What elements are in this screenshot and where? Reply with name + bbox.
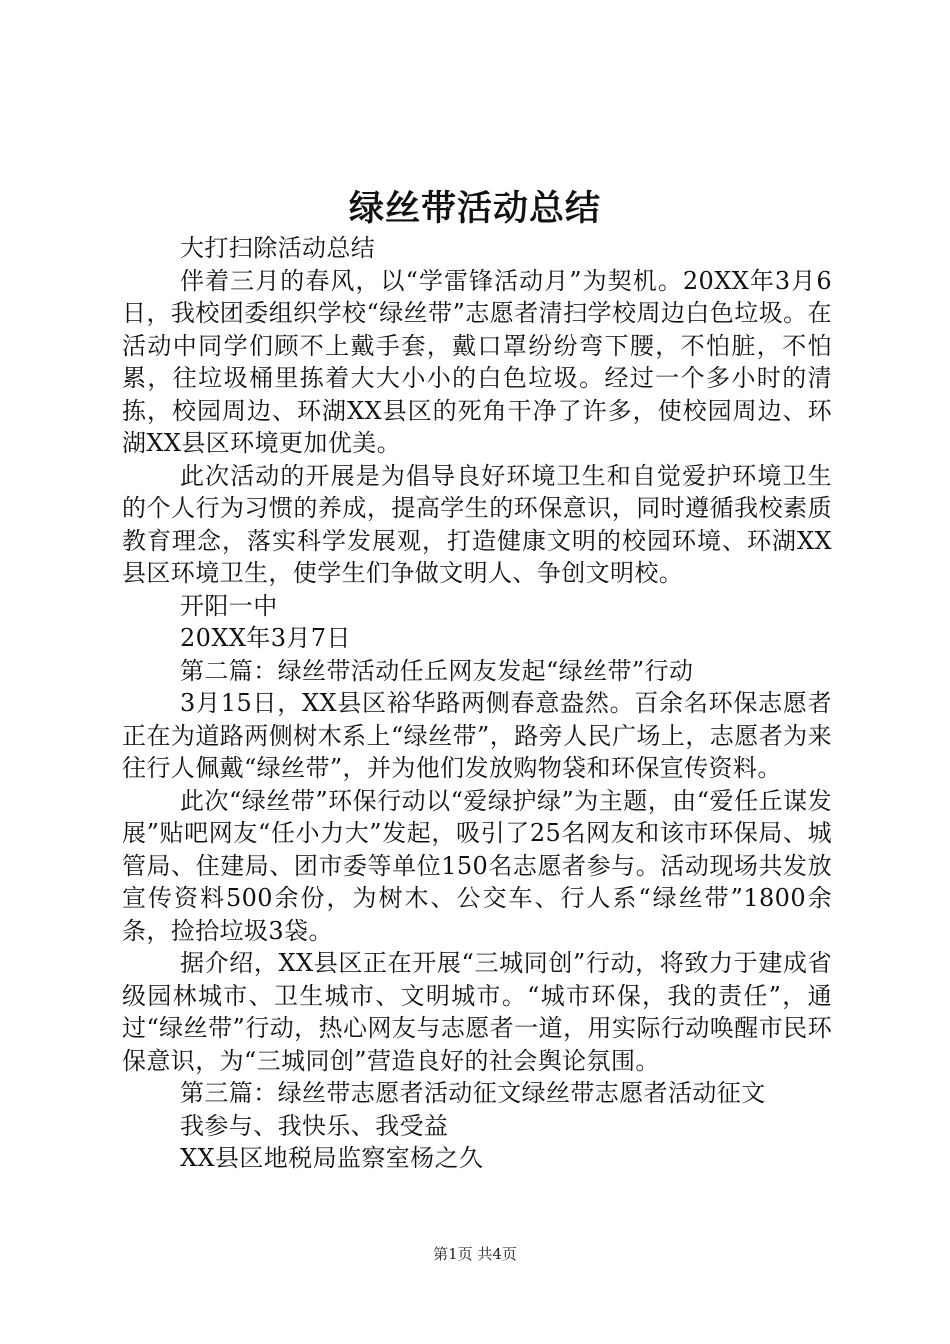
document-body [122,232,832,1175]
paragraph: 我参与、我快乐、我受益 [180,1111,449,1140]
document-title: 绿丝带活动总结 [348,188,601,229]
paragraph-date: 20XX年3月7日 [180,624,351,652]
page-footer: 第1页 共4页 [433,1245,517,1263]
paragraph-section-heading: 第三篇：绿丝带志愿者活动征文绿丝带志愿者活动征文 [180,1079,766,1107]
paragraph: 3月15日，XX县区裕华路两侧春意盎然。百余名环保志愿者正在为道路两侧树木系上“绿丝带”，路旁人民广场上，志愿者为来往行人佩戴“绿丝带”，并为他们发放购物袋和环保宣传资料。 [122,689,832,782]
paragraph: 此次“绿丝带”环保行动以“爱绿护绿”为主题，由“爱任丘谋发展”贴吧网友“任小力大”发起，吸引了25名网友和该市环保局、城管局、住建局、团市委等单位150名志愿者参与。活动现场共发放宣传资料500余份，为树木、公交车、行人系“绿丝带”1800余条，捡拾垃圾3袋。 [122,786,832,945]
paragraph-author: XX县区地税局监察室杨之久 [180,1144,484,1172]
paragraph-section-heading: 第二篇：绿丝带活动任丘网友发起“绿丝带”行动 [180,656,694,685]
paragraph-subtitle: 大打扫除活动总结 [180,234,376,262]
paragraph: 此次活动的开展是为倡导良好环境卫生和自觉爱护环境卫生的个人行为习惯的养成，提高学生的环保意识，同时遵循我校素质教育理念，落实科学发展观，打造健康文明的校园环境、环湖XX县区环境卫生，使学生们争做文明人、争创文明校。 [122,461,832,587]
paragraph: 据介绍，XX县区正在开展“三城同创”行动，将致力于建成省级园林城市、卫生城市、文明城市。“城市环保，我的责任”，通过“绿丝带”行动，热心网友与志愿者一道，用实际行动唤醒市民环保意识，为“三城同创”营造良好的社会舆论氛围。 [122,949,832,1075]
paragraph-signature: 开阳一中 [180,591,278,620]
paragraph: 伴着三月的春风，以“学雷锋活动月”为契机。20XX年3月6日，我校团委组织学校“绿丝带”志愿者清扫学校周边白色垃圾。在活动中同学们顾不上戴手套，戴口罩纷纷弯下腰，不怕脏，不怕累，往垃圾桶里拣着大大小小的白色垃圾。经过一个多小时的清拣，校园周边、环湖XX县区的死角干净了许多，使校园周边、环湖XX县区环境更加优美。 [122,266,832,457]
